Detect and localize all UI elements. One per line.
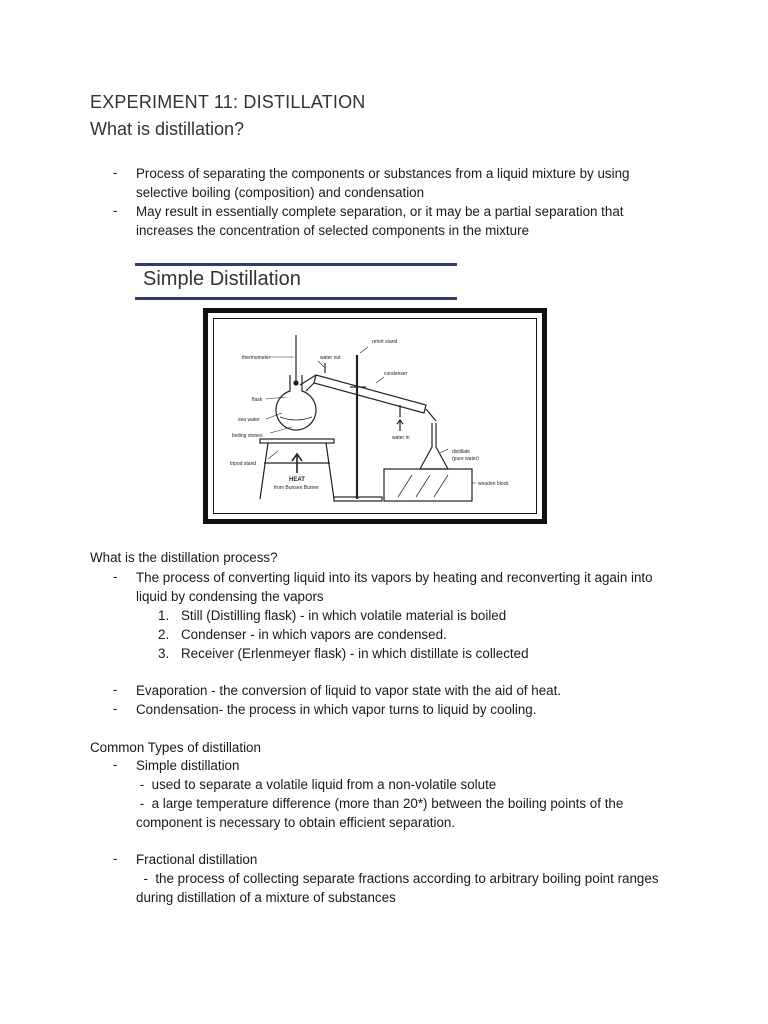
distillation-diagram — [203, 308, 547, 524]
thermometer-bulb — [294, 381, 298, 385]
label-thermometer: thermometer — [242, 355, 271, 361]
bullet-dash: - — [113, 682, 118, 697]
wooden-block — [384, 469, 472, 501]
term-evaporation: Evaporation - the conversion of liquid to vapor state with the aid of heat. — [136, 683, 562, 698]
figure-rule-bottom — [135, 297, 457, 300]
process-bullet-line-2: liquid by condensing the vapors — [136, 589, 324, 604]
tripod-leg-left — [260, 443, 268, 499]
term-condensation: Condensation- the process in which vapor turns to liquid by cooling. — [136, 702, 537, 717]
type-simple-detail-1: - used to separate a volatile liquid from a non-volatile solute — [136, 777, 497, 792]
label-distillate: distillate — [452, 449, 471, 455]
erlenmeyer-flask — [420, 423, 448, 469]
type-fractional-detail-1: - the process of collecting separate fractions according to arbitrary boiling point ranges — [136, 871, 659, 886]
step-text: Still (Distilling flask) - in which volatile material is boiled — [181, 608, 507, 623]
bullet-dash: - — [113, 757, 118, 772]
flask-liquid — [280, 417, 312, 420]
bullet-dash: - — [113, 701, 118, 716]
label-boiling-stones: boiling stones — [232, 433, 263, 439]
label-sea-water: sea water — [238, 417, 260, 423]
page-subtitle: What is distillation? — [90, 119, 245, 139]
types-heading: Common Types of distillation — [90, 740, 261, 755]
type-simple-detail-2: - a large temperature difference (more than 20*) between the boiling points of the — [136, 796, 624, 811]
label-bunsen-burner: from Bunsen Burner — [274, 485, 319, 491]
intro-bullet-2-line-1: May result in essentially complete separation, or it may be a partial separation that — [136, 204, 624, 219]
bullet-dash: - — [113, 851, 118, 866]
figure-rule-top — [135, 263, 457, 266]
label-water-in: water in — [392, 435, 410, 441]
process-heading: What is the distillation process? — [90, 550, 278, 565]
wood-grain — [398, 475, 448, 497]
label-heat: HEAT — [289, 477, 305, 483]
type-fractional-name: Fractional distillation — [136, 852, 258, 867]
page-title: EXPERIMENT 11: DISTILLATION — [90, 92, 366, 112]
label-tripod-stand: tripod stand — [230, 461, 257, 467]
type-simple-detail-3: component is necessary to obtain efficient separation. — [136, 815, 456, 830]
label-wooden-block: wooden block — [478, 481, 509, 487]
label-retort-stand: retort stand — [372, 339, 398, 345]
step-number: 2. — [158, 627, 170, 642]
type-simple-name: Simple distillation — [136, 758, 240, 773]
label-condenser: condenser — [384, 371, 408, 377]
condenser — [314, 375, 426, 413]
step-text: Condenser - in which vapors are condensed. — [181, 627, 447, 642]
apparatus-drawing — [208, 313, 542, 519]
bullet-dash: - — [113, 165, 118, 180]
step-number: 3. — [158, 646, 170, 661]
tripod-leg-right — [326, 443, 334, 499]
label-pure-water: (pure water) — [452, 456, 479, 462]
step-number: 1. — [158, 608, 170, 623]
step-text: Receiver (Erlenmeyer flask) - in which distillate is collected — [181, 646, 529, 661]
condenser-outlet — [426, 409, 436, 421]
intro-bullet-1-line-1: Process of separating the components or substances from a liquid mixture by using — [136, 166, 630, 181]
label-flask: flask — [252, 397, 263, 403]
figure-title: Simple Distillation — [143, 268, 301, 290]
process-bullet-line-1: The process of converting liquid into its vapors by heating and reconverting it again into — [136, 570, 653, 585]
label-water-out: water out — [320, 355, 341, 361]
bullet-dash: - — [113, 569, 118, 584]
intro-bullet-2-line-2: increases the concentration of selected components in the mixture — [136, 223, 530, 238]
type-fractional-detail-2: during distillation of a mixture of substances — [136, 890, 396, 905]
tripod-top — [260, 439, 334, 443]
bullet-dash: - — [113, 203, 118, 218]
intro-bullet-1-line-2: selective boiling (composition) and condensation — [136, 185, 425, 200]
